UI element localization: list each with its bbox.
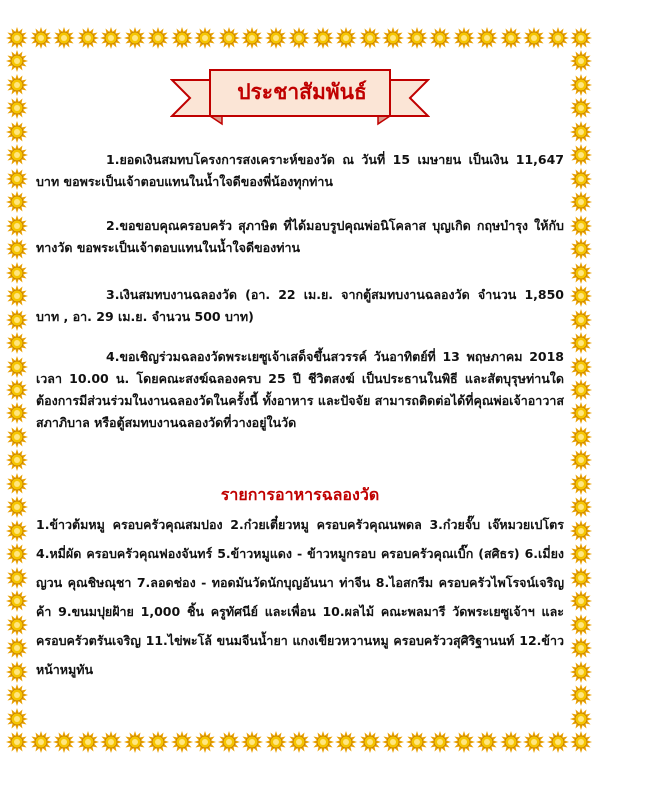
sun-icon xyxy=(335,27,357,49)
sun-icon xyxy=(53,27,75,49)
sun-icon xyxy=(570,332,592,354)
sun-icon xyxy=(382,731,404,753)
sun-icon xyxy=(6,449,28,471)
sun-icon xyxy=(100,27,122,49)
sun-icon xyxy=(147,27,169,49)
announcement-2 xyxy=(36,215,564,259)
sun-icon xyxy=(547,731,569,753)
sun-icon xyxy=(6,285,28,307)
sun-icon xyxy=(77,731,99,753)
sun-icon xyxy=(500,27,522,49)
sun-icon xyxy=(6,684,28,706)
sun-icon xyxy=(359,27,381,49)
sun-icon xyxy=(194,731,216,753)
sun-icon xyxy=(570,637,592,659)
sun-icon xyxy=(429,27,451,49)
sun-icon xyxy=(147,731,169,753)
sun-icon xyxy=(570,356,592,378)
sun-icon xyxy=(6,708,28,730)
sun-icon xyxy=(570,215,592,237)
sun-icon xyxy=(6,637,28,659)
announcement-3 xyxy=(36,284,564,328)
sun-icon xyxy=(335,731,357,753)
sun-icon xyxy=(523,731,545,753)
sun-icon xyxy=(171,731,193,753)
sun-icon xyxy=(570,426,592,448)
sun-icon xyxy=(6,356,28,378)
announcement-4 xyxy=(36,346,564,434)
sun-icon xyxy=(406,27,428,49)
sun-icon xyxy=(6,543,28,565)
announcement-1-text: 1.ยอดเงินสมทบโครงการสงเคราะห์ของวัด ณ วันที่ 15 เมษายน เป็นเงิน 11,647 บาท ขอพระเป็นเจ้าตอบแทนในน้ำใจดีของพี่น้องทุกท่าน xyxy=(36,152,564,189)
sun-icon xyxy=(570,97,592,119)
sun-icon xyxy=(570,121,592,143)
sun-icon xyxy=(124,731,146,753)
sun-icon xyxy=(6,614,28,636)
sun-icon xyxy=(288,27,310,49)
announcement-2-text: 2.ขอขอบคุณครอบครัว สุภาษิต ที่ได้มอบรูปคุณพ่อนิโคลาส บุญเกิด กฤษบำรุง ให้กับทางวัด ขอพระเป็นเจ้าตอบแทนในน้ำใจดีของท่าน xyxy=(36,218,564,255)
sun-icon xyxy=(570,520,592,542)
sun-icon xyxy=(6,567,28,589)
sun-icon xyxy=(6,50,28,72)
sun-icon xyxy=(6,121,28,143)
banner-title: ประชาสัมพันธ์ xyxy=(237,80,367,104)
food-list-heading: รายการอาหารฉลองวัด xyxy=(220,485,380,504)
sun-icon xyxy=(171,27,193,49)
sun-icon xyxy=(265,27,287,49)
sun-icon xyxy=(570,50,592,72)
sun-icon xyxy=(218,731,240,753)
sun-icon xyxy=(241,27,263,49)
sun-icon xyxy=(570,684,592,706)
sun-icon xyxy=(523,27,545,49)
sun-icon xyxy=(30,27,52,49)
sun-icon xyxy=(570,567,592,589)
food-list: 1.ข้าวต้มหมู ครอบครัวคุณสมปอง 2.ก๋วยเตี๋ยวหมู ครอบครัวคุณนพดล 3.ก๋วยจั๊บ เจ๊หมวยเปโตร 4.หมี่ผัด ครอบครัวคุณฟองจันทร์ 5.ข้าวหมูแดง - ข้าวหมูกรอบ ครอบครัวคุณเบิ๊ก (สศิธร) 6.เมี่ยงญวน คุณชิษณุชา 7.ลอดช่อง - ทอดมันวัดนักบุญอันนา ท่าจีน 8.ไอสกรีม ครอบครัวไพโรจน์เจริญค้า 9.ขนมปุยฝ้าย 1,000 ชิ้น ครูทัศนีย์ และเพื่อน 10.ผลไม้ คณะพลมารี วัดพระเยซูเจ้าฯ และครอบครัวตรันเจริญ 11.ไข่พะโล้ ขนมจีนน้ำยา แกงเขียวหวานหมู ครอบครัววสุศิริฐานนท์ 12.ข้าวหน้าหมูทัน xyxy=(36,517,564,677)
sun-icon xyxy=(6,309,28,331)
sun-icon xyxy=(6,426,28,448)
sun-icon xyxy=(124,27,146,49)
sun-icon xyxy=(570,238,592,260)
sun-icon xyxy=(476,27,498,49)
sun-icon xyxy=(6,144,28,166)
sun-icon xyxy=(500,731,522,753)
sun-icon xyxy=(53,731,75,753)
sun-icon xyxy=(570,614,592,636)
sun-icon xyxy=(194,27,216,49)
announcement-3-text: 3.เงินสมทบงานฉลองวัด (อา. 22 เม.ย. จากตู้สมทบงานฉลองวัด จำนวน 1,850 บาท , อา. 29 เม.ย. จำนวน 500 บาท) xyxy=(36,287,564,324)
sun-icon xyxy=(6,402,28,424)
sun-icon xyxy=(570,731,592,753)
sun-icon xyxy=(288,731,310,753)
sun-icon xyxy=(547,27,569,49)
sun-icon xyxy=(6,590,28,612)
sun-icon xyxy=(570,262,592,284)
sun-icon xyxy=(570,543,592,565)
sun-icon xyxy=(570,309,592,331)
sun-icon xyxy=(406,731,428,753)
sun-icon xyxy=(382,27,404,49)
sun-icon xyxy=(570,285,592,307)
sun-icon xyxy=(6,27,28,49)
sun-icon xyxy=(570,661,592,683)
sun-icon xyxy=(570,27,592,49)
sun-icon xyxy=(570,144,592,166)
sun-icon xyxy=(6,379,28,401)
sun-icon xyxy=(6,238,28,260)
sun-icon xyxy=(429,731,451,753)
sun-icon xyxy=(77,27,99,49)
sun-icon xyxy=(6,215,28,237)
sun-icon xyxy=(570,590,592,612)
sun-icon xyxy=(30,731,52,753)
sun-icon xyxy=(6,168,28,190)
sun-icon xyxy=(312,27,334,49)
sun-icon xyxy=(6,332,28,354)
sun-icon xyxy=(453,731,475,753)
announcement-1 xyxy=(36,149,564,193)
sun-icon xyxy=(570,191,592,213)
sun-icon xyxy=(570,168,592,190)
sun-icon xyxy=(570,379,592,401)
sun-icon xyxy=(570,402,592,424)
sun-icon xyxy=(6,97,28,119)
sun-icon xyxy=(453,27,475,49)
sun-icon xyxy=(570,74,592,96)
sun-icon xyxy=(476,731,498,753)
sun-icon xyxy=(570,708,592,730)
sun-icon xyxy=(570,449,592,471)
sun-icon xyxy=(6,731,28,753)
announcement-4-text: 4.ขอเชิญร่วมฉลองวัดพระเยซูเจ้าเสด็จขึ้นสวรรค์ วันอาทิตย์ที่ 13 พฤษภาคม 2018 เวลา 10.00 น. โดยคณะสงฆ์ฉลองครบ 25 ปี ชีวิตสงฆ์ เป็นประธานในพิธี และสัตบุรุษท่านใดต้องการมีส่วนร่วมในงานฉลองวัดในครั้งนี้ ทั้งอาหาร และปัจจัย สามารถติดต่อได้ที่คุณพ่อเจ้าอาวาส สภาภิบาล หรือตู้สมทบงานฉลองวัดที่วางอยู่ในวัด xyxy=(36,349,564,430)
sun-icon xyxy=(218,27,240,49)
sun-icon xyxy=(359,731,381,753)
sun-icon xyxy=(100,731,122,753)
sun-icon xyxy=(312,731,334,753)
sun-icon xyxy=(241,731,263,753)
sun-icon xyxy=(6,191,28,213)
sun-icon xyxy=(6,74,28,96)
sun-icon xyxy=(6,520,28,542)
sun-icon xyxy=(6,661,28,683)
sun-icon xyxy=(265,731,287,753)
sun-icon xyxy=(6,262,28,284)
